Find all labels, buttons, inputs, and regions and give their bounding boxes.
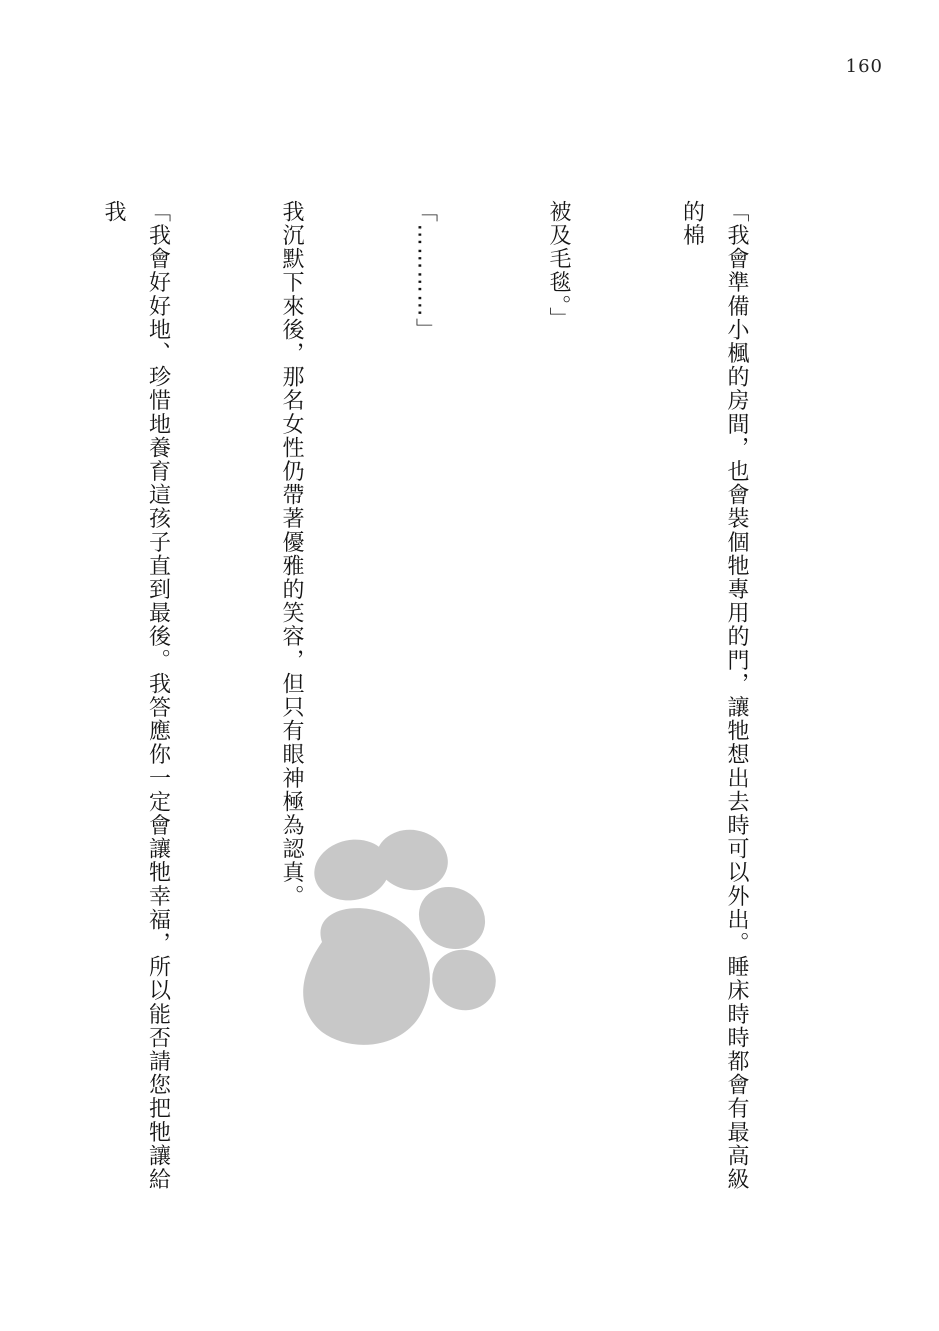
text-line bbox=[0, 200, 2, 1200]
text-line: 我沉默下來後，那名女性仍帶著優雅的笑容，但只有眼神極為認真。 bbox=[279, 200, 304, 908]
text-line: 「我會準備小楓的房間，也會裝個牠專用的門，讓牠想出去時可以外出。睡床時時都會有最高級的棉 bbox=[679, 200, 749, 1192]
body-text bbox=[0, 200, 847, 1200]
page-number: 160 bbox=[845, 56, 883, 77]
text-line: 「…………」 bbox=[412, 200, 438, 342]
text-line: 「我會好好地、珍惜地養育這孩子直到最後。我答應你一定會讓牠幸福，所以能否請您把牠讓給我 bbox=[101, 200, 171, 1192]
text-line: 被及毛毯。」 bbox=[546, 200, 571, 331]
